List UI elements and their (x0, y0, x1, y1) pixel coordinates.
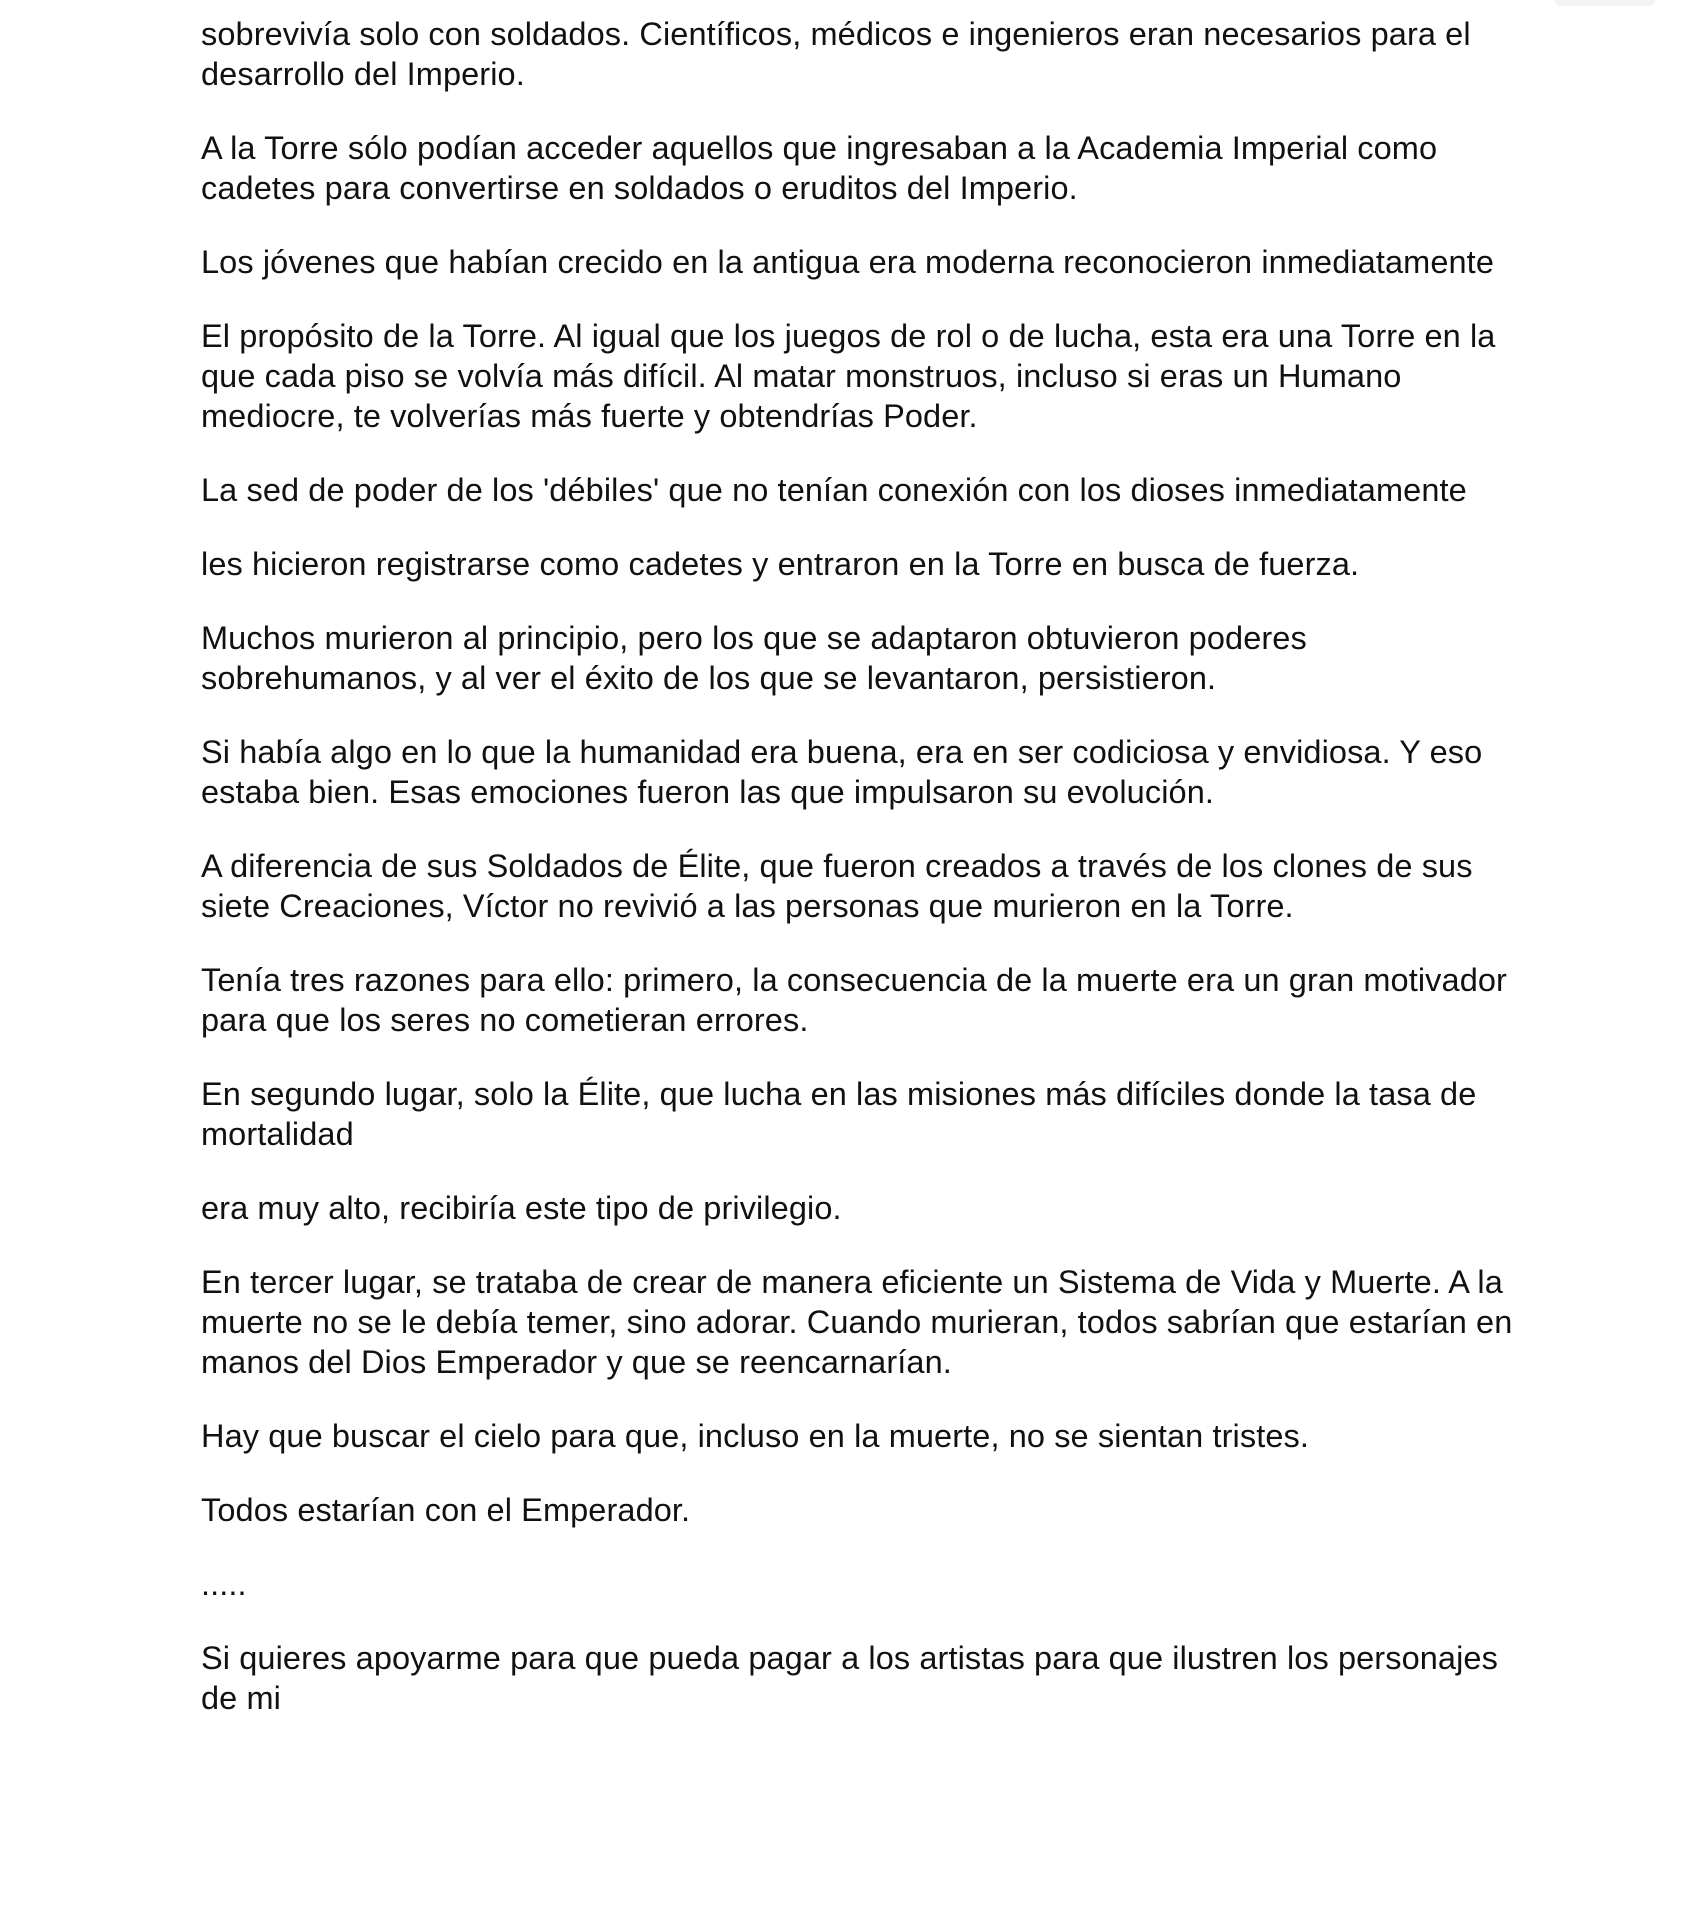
paragraph: Todos estarían con el Emperador. (201, 1492, 691, 1528)
separator-dots: ..... (201, 1566, 247, 1602)
paragraph: Muchos murieron al principio, pero los que se adaptaron obtuvieron poderes sobrehumanos, y al ver el éxito de los que se levantaron, persistieron. (201, 620, 1307, 696)
paragraph: era muy alto, recibiría este tipo de privilegio. (201, 1190, 842, 1226)
paragraph: Hay que buscar el cielo para que, incluso en la muerte, no se sientan tristes. (201, 1418, 1309, 1454)
paragraph: A diferencia de sus Soldados de Élite, que fueron creados a través de los clones de sus siete Creaciones, Víctor no revivió a las personas que murieron en la Torre. (201, 848, 1473, 924)
paragraph: Si quieres apoyarme para que pueda pagar a los artistas para que ilustren los personajes de mi (201, 1640, 1498, 1716)
paragraph: El propósito de la Torre. Al igual que los juegos de rol o de lucha, esta era una Torre en la que cada piso se volvía más difícil. Al matar monstruos, incluso si eras un Humano mediocre, te volverías más fuerte y obtendrías Poder. (201, 318, 1496, 434)
paragraph: En segundo lugar, solo la Élite, que lucha en las misiones más difíciles donde la tasa de mortalidad (201, 1076, 1477, 1152)
paragraph: les hicieron registrarse como cadetes y entraron en la Torre en busca de fuerza. (201, 546, 1360, 582)
document-body (201, 14, 1521, 1752)
paragraph: La sed de poder de los 'débiles' que no tenían conexión con los dioses inmediatamente (201, 472, 1467, 508)
paragraph: Tenía tres razones para ello: primero, la consecuencia de la muerte era un gran motivador para que los seres no cometieran errores. (201, 962, 1507, 1038)
paragraph: Si había algo en lo que la humanidad era buena, era en ser codiciosa y envidiosa. Y eso estaba bien. Esas emociones fueron las que impulsaron su evolución. (201, 734, 1483, 810)
paragraph: sobrevivía solo con soldados. Científicos, médicos e ingenieros eran necesarios para el desarrollo del Imperio. (201, 16, 1471, 92)
page-corner-mark (1555, 0, 1655, 6)
paragraph: A la Torre sólo podían acceder aquellos que ingresaban a la Academia Imperial como cadetes para convertirse en soldados o eruditos del Imperio. (201, 130, 1438, 206)
paragraph: Los jóvenes que habían crecido en la antigua era moderna reconocieron inmediatamente (201, 244, 1494, 280)
paragraph: En tercer lugar, se trataba de crear de manera eficiente un Sistema de Vida y Muerte. A la muerte no se le debía temer, sino adorar. Cuando murieran, todos sabrían que estarían en manos del Dios Emperador y que se reencarnarían. (201, 1264, 1513, 1380)
